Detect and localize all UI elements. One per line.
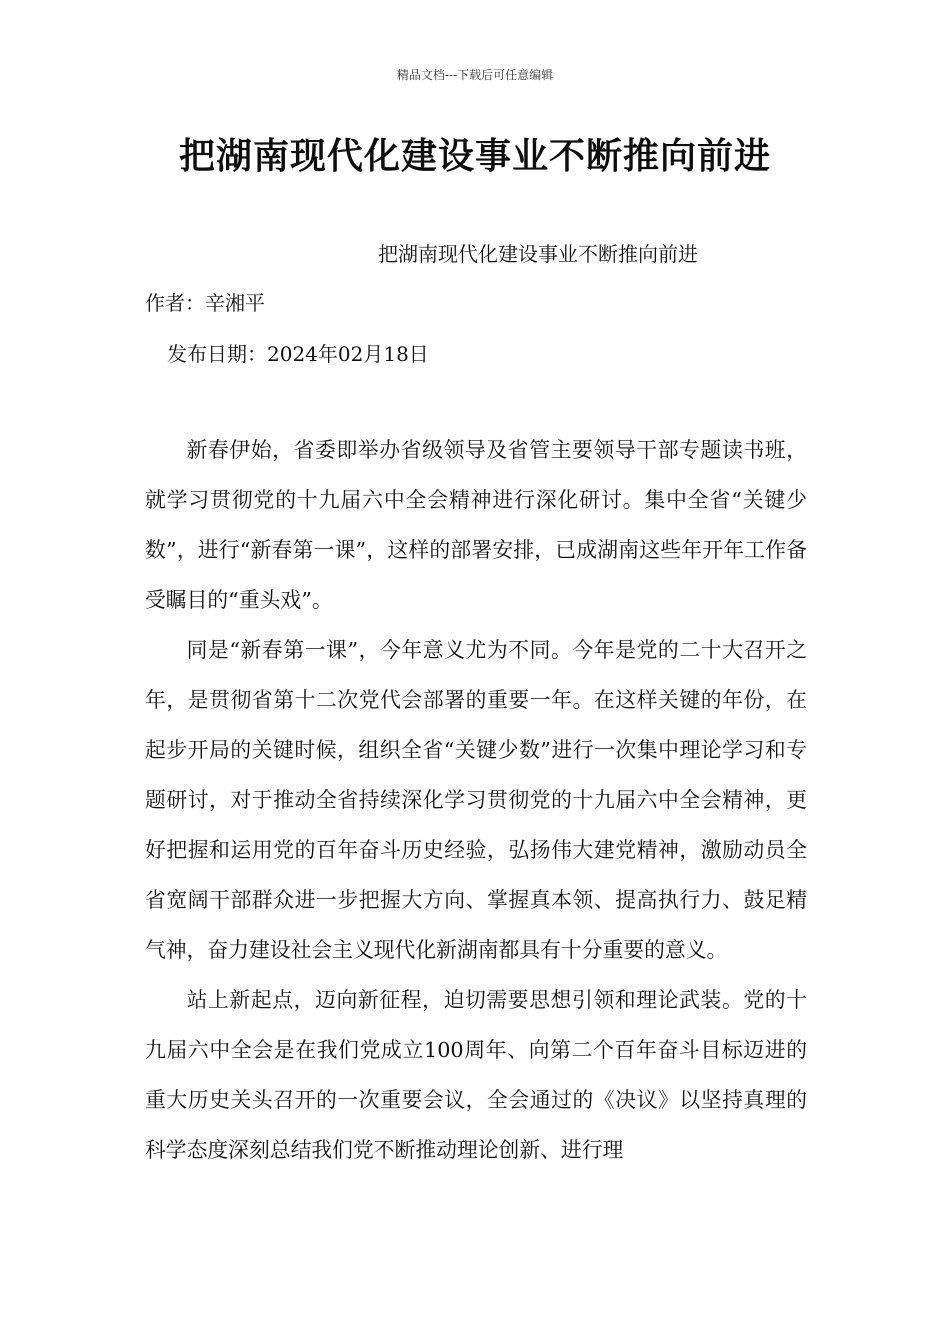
header-note: 精品文档---下载后可任意编辑 <box>396 68 554 82</box>
author-line: 作者：辛湘平 <box>145 291 265 315</box>
paragraph: 新春伊始，省委即举办省级领导及省管主要领导干部专题读书班，就学习贯彻党的十九届六中全会精神进行深化研讨。集中全省“关键少数”，进行“新春第一课”，这样的部署安排，已成湖南这些年开年工作备受瞩目的“重头戏”。 <box>145 438 807 612</box>
article-body <box>145 425 807 1175</box>
page-title: 把湖南现代化建设事业不断推向前进 <box>178 136 771 177</box>
publish-date: 发布日期：2024年02月18日 <box>167 342 429 366</box>
subtitle: 把湖南现代化建设事业不断推向前进 <box>378 242 698 266</box>
paragraph: 同是“新春第一课”，今年意义尤为不同。今年是党的二十大召开之年，是贯彻省第十二次党代会部署的重要一年。在这样关键的年份，在起步开局的关键时候，组织全省“关键少数”进行一次集中理论学习和专题研讨，对于推动全省持续深化学习贯彻党的十九届六中全会精神，更好把握和运用党的百年奋斗历史经验，弘扬伟大建党精神，激励动员全省宽阔干部群众进一步把握大方向、掌握真本领、提高执行力、鼓足精气神，奋力建设社会主义现代化新湖南都具有十分重要的意义。 <box>145 638 807 962</box>
paragraph: 站上新起点，迈向新征程，迫切需要思想引领和理论武装。党的十九届六中全会是在我们党成立100周年、向第二个百年奋斗目标迈进的重大历史关头召开的一次重要会议，全会通过的《决议》以坚持真理的科学态度深刻总结我们党不断推动理论创新、进行理 <box>145 988 807 1162</box>
